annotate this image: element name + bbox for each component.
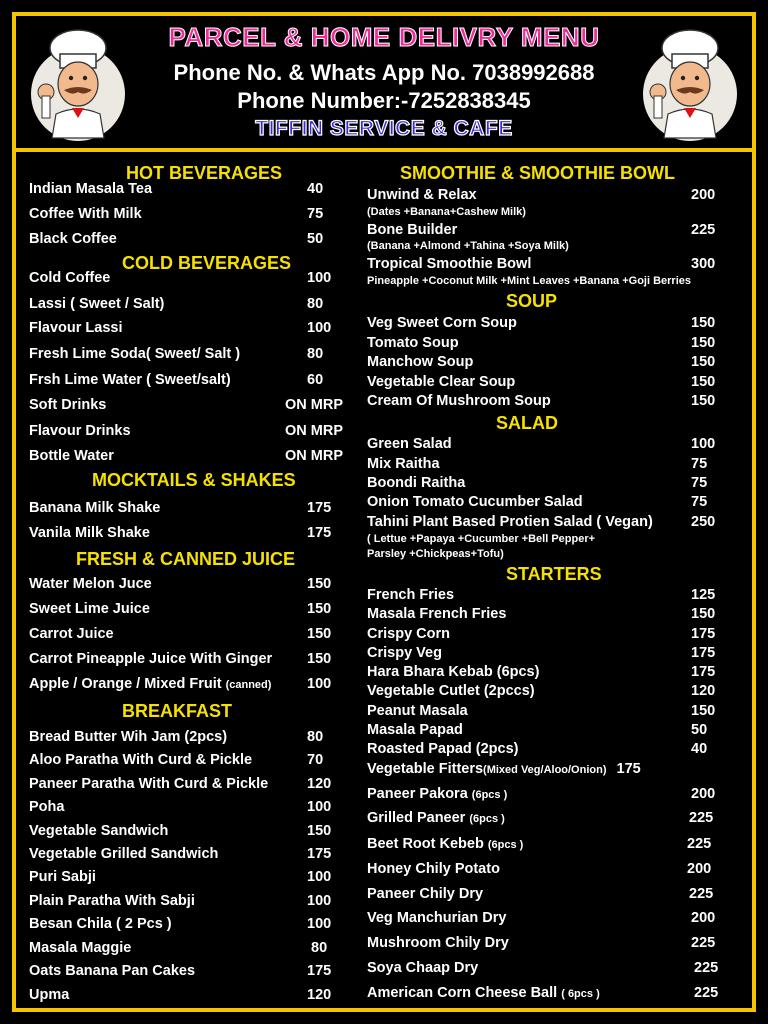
- menu-item: Fresh Lime Soda( Sweet/ Salt ): [29, 346, 241, 362]
- menu-item: Masala French Fries: [367, 606, 507, 622]
- menu-item: [367, 810, 505, 826]
- menu-item: Peanut Masala: [367, 703, 468, 719]
- menu-price: 100: [307, 270, 332, 286]
- menu-header: [16, 16, 752, 152]
- menu-price: 200: [691, 786, 716, 802]
- menu-item: Vegetable Grilled Sandwich: [29, 846, 219, 862]
- menu-price: 80: [307, 729, 324, 745]
- menu-item: Masala Papad: [367, 722, 463, 738]
- menu-price: 150: [691, 354, 716, 370]
- menu-price: 80: [311, 940, 328, 956]
- menu-item: Paneer Paratha With Curd & Pickle: [29, 776, 269, 792]
- menu-item: Vegetable Sandwich: [29, 823, 169, 839]
- menu-price: 100: [307, 676, 332, 692]
- menu-item: Vegetable Cutlet (2pccs): [367, 683, 535, 699]
- menu-item: Carrot Juice: [29, 626, 114, 642]
- section-heading-salad: SALAD: [496, 413, 558, 433]
- section-heading-juice: FRESH & CANNED JUICE: [76, 549, 296, 569]
- menu-item: Banana Milk Shake: [29, 500, 161, 516]
- menu-price: 225: [694, 960, 719, 976]
- menu-price: 80: [307, 346, 324, 362]
- menu-price: 225: [689, 810, 714, 826]
- menu-price: 300: [691, 256, 716, 272]
- menu-item: Flavour Drinks: [29, 423, 131, 439]
- menu-price: 150: [691, 703, 716, 719]
- menu-item-name: Paneer Pakora: [367, 786, 468, 802]
- menu-price: 175: [307, 525, 332, 541]
- menu-item: Hara Bhara Kebab (6pcs): [367, 664, 540, 680]
- menu-price: 225: [694, 985, 719, 1001]
- menu-item: Paneer Chily Dry: [367, 886, 484, 902]
- menu-item: Coffee With Milk: [29, 206, 142, 222]
- menu-price: 175: [307, 500, 332, 516]
- menu-price: 60: [307, 372, 324, 388]
- menu-price: 175: [307, 846, 332, 862]
- menu-item: Veg Manchurian Dry: [367, 910, 507, 926]
- menu-item: Crispy Corn: [367, 626, 450, 642]
- menu-item: Unwind & Relax: [367, 187, 477, 203]
- menu-item: Veg Sweet Corn Soup: [367, 315, 517, 331]
- menu-item: Flavour Lassi: [29, 320, 123, 336]
- menu-item: Mushroom Chily Dry: [367, 935, 509, 951]
- menu-price: 150: [691, 606, 716, 622]
- menu-item: [367, 836, 523, 852]
- menu-item: Poha: [29, 799, 65, 815]
- menu-price: 175: [616, 761, 641, 777]
- menu-item: Plain Paratha With Sabji: [29, 893, 195, 909]
- menu-price: 150: [691, 335, 716, 351]
- menu-item: Tropical Smoothie Bowl: [367, 256, 532, 272]
- menu-item: Vegetable Clear Soup: [367, 374, 516, 390]
- menu-price: 200: [691, 910, 716, 926]
- menu-price: 50: [307, 231, 324, 247]
- menu-price: 125: [691, 587, 716, 603]
- menu-item-detail: Pineapple +Coconut Milk +Mint Leaves +Banana +Goji Berries: [367, 275, 691, 287]
- section-heading-breakfast: BREAKFAST: [122, 701, 233, 721]
- menu-price: 150: [307, 576, 332, 592]
- menu-item: Black Coffee: [29, 231, 117, 247]
- menu-price: 75: [307, 206, 324, 222]
- menu-item: Manchow Soup: [367, 354, 474, 370]
- menu-item: [29, 676, 271, 692]
- section-heading-starters: STARTERS: [506, 564, 602, 584]
- chef-icon: [640, 26, 740, 146]
- menu-item: Upma: [29, 987, 70, 1003]
- menu-price: 200: [687, 861, 712, 877]
- menu-item: Cold Coffee: [29, 270, 111, 286]
- menu-item: Indian Masala Tea: [29, 181, 153, 197]
- menu-item: Mix Raitha: [367, 456, 440, 472]
- menu-item-note: (6pcs ): [487, 839, 524, 851]
- menu-item: Cream Of Mushroom Soup: [367, 393, 551, 409]
- menu-price: 200: [691, 187, 716, 203]
- menu-item-note: ( 6pcs ): [561, 988, 600, 1000]
- menu-item: Vanila Milk Shake: [29, 525, 150, 541]
- menu-item-name: Apple / Orange / Mixed Fruit: [29, 676, 222, 692]
- menu-price: 40: [691, 741, 708, 757]
- menu-item-note: (6pcs ): [471, 789, 508, 801]
- menu-item: Roasted Papad (2pcs): [367, 741, 519, 757]
- menu-item: Tahini Plant Based Protien Salad ( Vegan): [367, 514, 653, 530]
- menu-price: ON MRP: [285, 448, 343, 464]
- menu-item-note: (Mixed Veg/Aloo/Onion): [483, 764, 607, 776]
- menu-price: 150: [307, 601, 332, 617]
- menu-item-detail: (Dates +Banana+Cashew Milk): [367, 206, 526, 218]
- menu-price: 50: [691, 722, 708, 738]
- menu-price: 225: [689, 886, 714, 902]
- menu-item: Masala Maggie: [29, 940, 132, 956]
- menu-item: Bone Builder: [367, 222, 458, 238]
- section-heading-soup: SOUP: [506, 291, 558, 311]
- menu-price: 120: [307, 776, 332, 792]
- menu-item: Frsh Lime Water ( Sweet/salt): [29, 372, 231, 388]
- menu-item: Lassi ( Sweet / Salt): [29, 296, 165, 312]
- menu-item: [367, 761, 641, 777]
- menu-price: 75: [691, 456, 708, 472]
- menu-item: Soft Drinks: [29, 397, 107, 413]
- menu-price: 150: [691, 374, 716, 390]
- menu-price: 70: [307, 752, 324, 768]
- menu-item-detail: ( Lettue +Papaya +Cucumber +Bell Pepper+: [367, 533, 596, 545]
- menu-price: 225: [687, 836, 712, 852]
- menu-price: 100: [307, 893, 332, 909]
- menu-price: 100: [307, 916, 332, 932]
- menu-item: Tomato Soup: [367, 335, 459, 351]
- menu-item: Besan Chila ( 2 Pcs ): [29, 916, 172, 932]
- menu-price: 80: [307, 296, 324, 312]
- menu-item: [367, 786, 507, 802]
- menu-price: 100: [307, 799, 332, 815]
- menu-item: French Fries: [367, 587, 455, 603]
- menu-item: Boondi Raitha: [367, 475, 466, 491]
- menu-price: 75: [691, 494, 708, 510]
- menu-price: 175: [691, 664, 716, 680]
- menu-item: Green Salad: [367, 436, 452, 452]
- menu-item: Sweet Lime Juice: [29, 601, 150, 617]
- menu-item-name: Beet Root Kebeb: [367, 836, 484, 852]
- menu-price: 40: [307, 181, 324, 197]
- section-heading-smoothie: SMOOTHIE & SMOOTHIE BOWL: [400, 163, 675, 183]
- phone-number: Phone Number:-7252838345: [237, 88, 531, 113]
- menu-price: 75: [691, 475, 708, 491]
- menu-item: Onion Tomato Cucumber Salad: [367, 494, 583, 510]
- section-heading-hot-beverages: HOT BEVERAGES: [126, 163, 283, 183]
- menu-item: Crispy Veg: [367, 645, 442, 661]
- menu-item: [367, 985, 600, 1001]
- menu-price: ON MRP: [285, 397, 343, 413]
- menu-price: 150: [307, 626, 332, 642]
- menu-item: Carrot Pineapple Juice With Ginger: [29, 651, 273, 667]
- brand-name: TIFFIN SERVICE & CAFE: [255, 117, 513, 140]
- menu-price: 175: [691, 626, 716, 642]
- menu-item-note: (6pcs ): [469, 813, 505, 825]
- menu-item: Water Melon Juce: [29, 576, 152, 592]
- menu-price: 175: [307, 963, 332, 979]
- section-heading-mocktails: MOCKTAILS & SHAKES: [92, 470, 296, 490]
- menu-price: 150: [307, 823, 332, 839]
- menu-price: 150: [307, 651, 332, 667]
- menu-price: 120: [691, 683, 716, 699]
- section-heading-cold-beverages: COLD BEVERAGES: [122, 253, 292, 273]
- menu-item: Honey Chily Potato: [367, 861, 500, 877]
- menu-item-detail: Parsley +Chickpeas+Tofu): [367, 548, 504, 560]
- menu-item-detail: (Banana +Almond +Tahina +Soya Milk): [367, 240, 569, 252]
- menu-item: Bottle Water: [29, 448, 114, 464]
- menu-item: Soya Chaap Dry: [367, 960, 479, 976]
- menu-item-note: (canned): [225, 679, 272, 691]
- menu-item: Bread Butter Wih Jam (2pcs): [29, 729, 228, 745]
- menu-item-name: American Corn Cheese Ball: [367, 985, 558, 1001]
- menu-price: 100: [307, 869, 332, 885]
- page-title: PARCEL & HOME DELIVRY MENU: [168, 22, 600, 52]
- menu-price: 175: [691, 645, 716, 661]
- phone-whatsapp: Phone No. & Whats App No. 7038992688: [173, 60, 595, 85]
- menu-price: 250: [691, 514, 716, 530]
- menu-price: 120: [307, 987, 332, 1003]
- menu-price: 225: [691, 222, 716, 238]
- menu-item-name: Vegetable Fitters: [367, 761, 484, 777]
- menu-price: 150: [691, 315, 716, 331]
- menu-price: 100: [307, 320, 332, 336]
- menu-item: Oats Banana Pan Cakes: [29, 963, 196, 979]
- menu-price: ON MRP: [285, 423, 343, 439]
- menu-price: 225: [691, 935, 716, 951]
- menu-item: Aloo Paratha With Curd & Pickle: [29, 752, 253, 768]
- menu-price: 100: [691, 436, 716, 452]
- menu-price: 150: [691, 393, 716, 409]
- menu-item-name: Grilled Paneer: [367, 810, 466, 826]
- menu-item: Puri Sabji: [29, 869, 96, 885]
